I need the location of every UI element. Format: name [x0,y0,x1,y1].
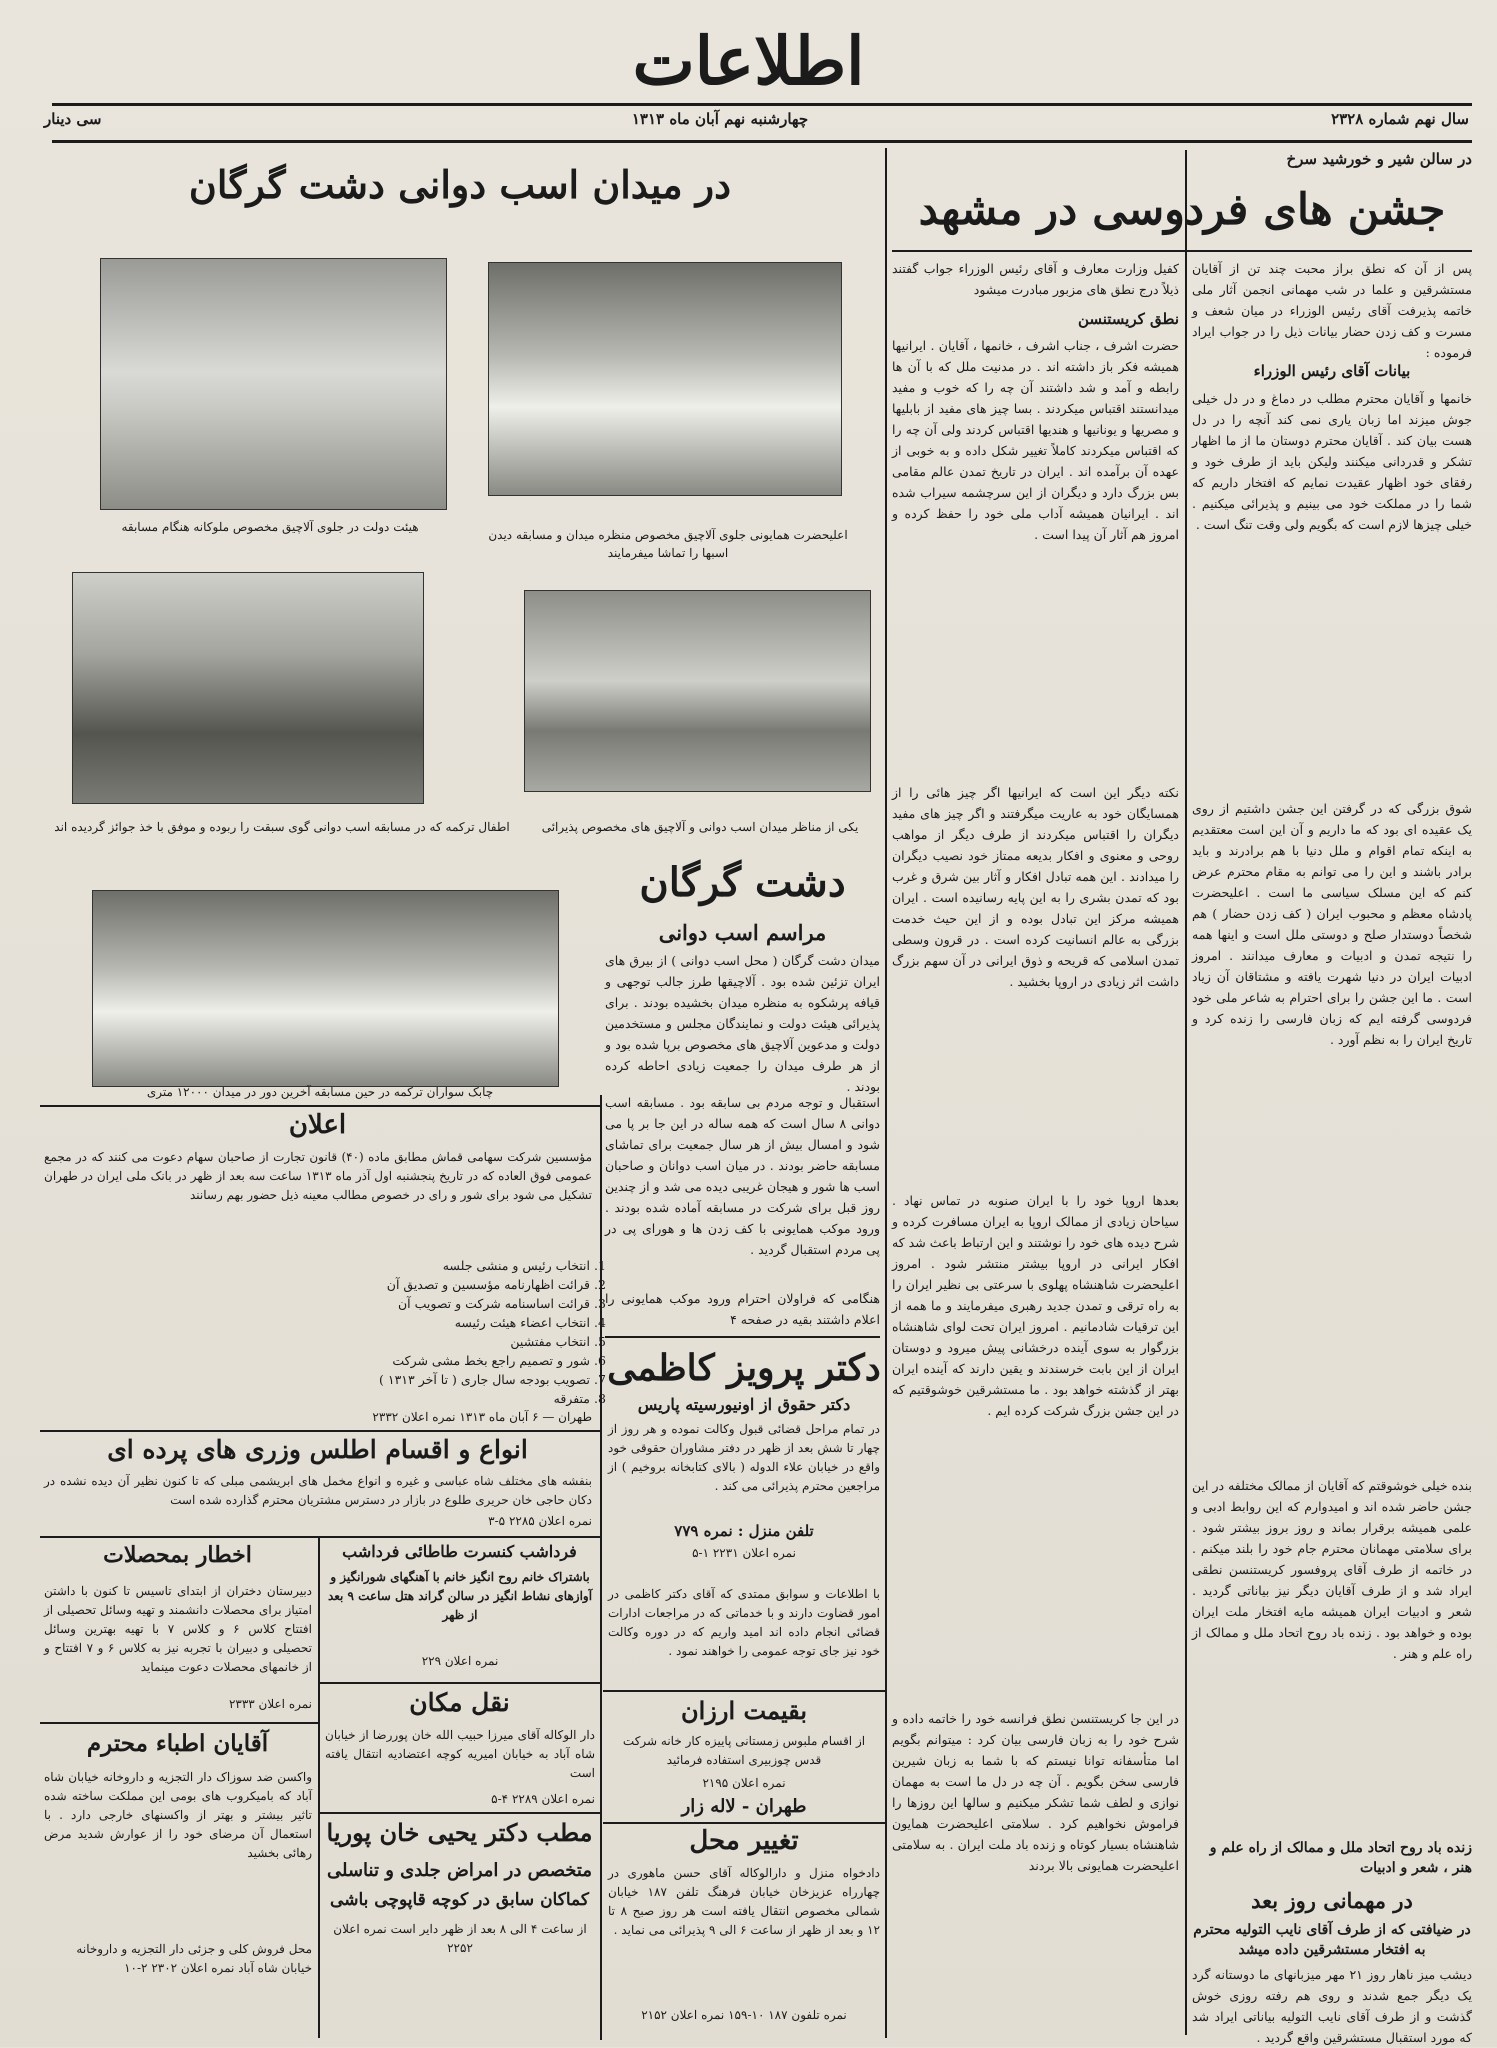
kazemi-body: در تمام مراحل قضائی قبول وکالت نموده و هر روز از چهار تا شش بعد از ظهر در دفتر مشاوران حقوقی خود واقع در خیابان علاء الدوله ( بالای کتابخانه بروخیم ) از مراجعین محترم پذیرائی می کند . [608,1422,880,1493]
kazemi-body-2: با اطلاعات و سوابق ممتدی که آقای دکتر کاظمی در امور قضاوت دارند و با خدماتی که در مراجعات ادارات قضائی انجام داده اند امید واریم که در دوره وکالت خود نیز جای توجه عمومی را خواهند نمود . [608,1587,880,1658]
gorgan-body-1: میدان دشت گرگان ( محل اسب دوانی ) از بیرق های ایران تزئین شده بود . آلاچیقها طرز جالب توجهی و قیافه پرشکوه به منظره میدان بخشیده بودند . برای پذیرائی هیئت دولت و نمایندگان مجلس و مستخدمین دولت و مدعوین آلاچیق های مخصوص برپا شده بود و از هر طرف میدان را جمعیت زیادی احاطه کرده بودند . [605,953,880,1094]
christensen-body-3: بعدها اروپا خود را با ایران صنوبه در تماس نهاد . سیاحان زیادی از ممالک اروپا به ایران مسافرت کرده و شرح دیده های خود را نوشتند و این ارتباط باعث شد که افکار ایرانی در اروپا بیشتر منتشر شود . امروز اعلیحضرت شاهنشاه پهلوی با سرعتی بی نظیر ایران را به راه ترقی و تمدن جدید رهبری میفرمایند و ما همه از این ترقیات شادمانیم . امروز ایران تحت لوای شاهنشاه بزرگوار به سوی آینده درخشانی پیش میرود و دوستان ایران از این بابت خرسندند و یقین دارند که آینده ایران بهتر از گذشته خواهد بود . ما مستشرقین خوشوقتیم که در این جشن بزرگ شرکت کرده ایم . [892,1193,1179,1418]
issue-price: سی دینار [44,110,102,128]
next-day-head: در مهمانی روز بعد [1251,1888,1413,1913]
kazemi-ref: نمره اعلان ۲۲۳۱ ۱-۵ [692,1546,796,1560]
section-rule [40,1722,318,1724]
ferdowsi-headline: جشن های فردوسی در مشهد [918,185,1446,235]
christensen-body-4: در این جا کریستنسن نطق فرانسه خود را خاتمه داده و شرح خود را به زبان فارسی بیان کرد : میتوانم بگویم اما متأسفانه توانا نیستم که با شما به زبان شیرین فارسی سخن بگویم . آن چه در دل ما است به مهمان نوازی و لطف شما تشکر میکنیم و سالها این روزها را فراموش نخواهیم کرد . سلامتی اعلیحضرت همایون شاهنشاه بسیار کوتاه و زنده باد ملت ایران . به سلامتی اعلیحضرت همایونی بالا بردند [892,1711,1179,1873]
agenda-item: 8. متفرقه [240,1389,590,1408]
kazemi-title: دکتر پرویز کاظمی [607,1347,881,1389]
section-rule [320,1682,600,1684]
khanpour-address: کماکان سابق در کوچه قاپوچی باشی [330,1890,589,1910]
next-day-sub: در ضیافتی که از طرف آقای نایب التولیه محترم به افتخار مستشرقین داده میشد [1193,1922,1471,1958]
concert-ref: نمره اعلان ۲۲۹ [421,1654,499,1668]
doctors-title: آقایان اطباء محترم [86,1730,269,1757]
issue-date: چهارشنبه نهم آبان ماه ۱۳۱۳ [631,110,809,128]
fabrics-title: انواع و اقسام اطلس وزری های پرده ای [107,1435,528,1464]
masthead-rule-bottom [52,140,1472,143]
moving-title: نقل مکان [409,1688,510,1717]
concert-title: فرداشب کنسرت طاطائی فرداشب [342,1542,577,1561]
doctors-ref: محل فروش کلی و جزئی دار التجزیه و داروخانه خیابان شاه آباد نمره اعلان ۲۳۰۲ ۲-۱۰ [76,1942,312,1975]
column-divider [600,1095,602,2040]
products-ref: نمره اعلان ۲۳۳۳ [228,1697,312,1711]
photo-king-pavilion [488,262,842,496]
moving-body: دار الوکاله آقای میرزا حبیب الله خان پوررضا از خیابان شاه آباد به خیابان امیریه کوچه اعتضادیه انتقال یافته است [325,1728,595,1780]
column-divider [318,1538,320,2038]
cheap-ref: نمره اعلان ۲۱۹۵ [702,1776,786,1790]
agenda-item: 5. انتخاب مفتشین [240,1332,590,1351]
products-title: اخطار بمحصلات [103,1542,252,1568]
ferdowsi-body-2: شوق بزرگی که در گرفتن این جشن داشتیم از روی یک عقیده ای بود که ما داریم و آن این است معتقدیم به اینکه تمام اقوام و ملل دنیا با هم برادرند و باید برادر باشند و این را می توانم به مقام محترم عرض کنم که این مسلک سیاسی ما است . اعلیحضرت پادشاه معظم و محبوب ایران ( کف زدن حضار ) هم شخصاً دوستدار صلح و دوستی ملل است و اینها همه را نتیجه تمدن و ادبیات و معارف میدانند . امروز ادبیات ایران در دنیا شهرت یافته و مشتاقان آن زیاد است . ما این جشن را برای احترام به شاعر ملی خود فردوسی گرفته ایم که زبان فارسی را زنده کرد و تاریخ ایران را به نظم آورد . [1192,801,1472,1047]
photo-caption: چابک سواران ترکمه در حین مسابقه آخرین دور در میدان ۱۲۰۰۰ متری [146,1085,494,1099]
section-rule [40,1430,600,1432]
agenda-item: 6. شور و تصمیم راجع بخط مشی شرکت [240,1351,590,1370]
kazemi-degree: دکتر حقوق از اونیورسیته پاریس [637,1395,851,1414]
agenda-item: 7. تصویب بودجه سال جاری ( تا آخر ۱۳۱۳ ) [240,1370,590,1389]
issue-number: سال نهم شماره ۲۳۲۸ [1331,110,1469,128]
concert-body: باشتراک خانم روح انگیز خانم با آهنگهای شورانگیز و آوازهای نشاط انگیز در سالن گراند هتل ساعت ۹ بعد از ظهر [327,1570,593,1622]
cheap-body: از اقسام ملبوس زمستانی پاییزه کار خانه شرکت قدس چوزبیری استفاده فرمائید [622,1734,866,1767]
moving-ref: نمره اعلان ۲۲۸۹ ۴-۵ [491,1792,595,1806]
photo-caption: یکی از مناظر میدان اسب دوانی و آلاچیق های مخصوص پذیرائی [541,820,859,834]
relocate-body: دادخواه منزل و دارالوکاله آقای حسن ماهوری در چهارراه عزیزخان خیابان فرهنگ تلفن ۱۸۷ خیابان شمالی مخصوص انتقال یافته است هر روز صبح ۸ تا ۱۲ و بعد از ظهر از ساعت ۶ الی ۹ پذیرائی می نماید . [608,1866,880,1937]
gorgan-body-2: استقبال و توجه مردم بی سابقه بود . مسابقه اسب دوانی ۸ سال است که همه ساله در این جا بر پا می شود و امسال بیش از هر سال جمعیت برای تماشای مسابقه حاضر بودند . در میان اسب دوانان و صاحبان اسب ها شور و هیجان غریبی دیده می شد و از چندین روز قبل برای شرکت در مسابقه آماده شده بودند . ورود موکب همایونی با کف زدن ها و هورای پی در پی مردم استقبال گردید . [605,1095,880,1257]
relocate-ref: نمره تلفون ۱۸۷ ۱۰-۱۵۹ نمره اعلان ۲۱۵۲ [641,2008,847,2022]
christensen-subhead: نطق کریستنسن [1077,310,1179,328]
section-rule [603,1822,885,1824]
ferdowsi-body-1: خانمها و آقایان محترم مطلب در دماغ و در دل خیلی جوش میزند اما زبان یاری نمی کند آنچه را در دل هست بیان کند . آقایان محترم دوستان ما از ما اظهار تشکر و قدردانی میکنند ولیکن باید از طرف خود و رفقای خود اظهار عقیدت نمایم که افتخار داریم که شما را در مملکت خود می بینیم و پذیرائی میکنیم . خیلی چیزها لازم است که بگویم ولی وقت تنگ است . [1192,391,1472,532]
khanpour-title: مطب دکتر یحیی خان پوریا [326,1818,593,1847]
notice-footer: طهران — ۶ آبان ماه ۱۳۱۳ نمره اعلان ۲۳۳۲ [372,1410,592,1424]
gorgan-subtitle: مراسم اسب دوانی [658,920,827,945]
column-divider [885,148,887,2038]
notice-title: اعلان [288,1110,347,1140]
photo-caption: اعلیحضرت همایونی جلوی آلاچیق مخصوص منظره میدان و مسابقه دیدن اسبها را تماشا میفرمایند [488,528,848,560]
photo-horsemen [92,890,559,1087]
relocate-title: تغییر محل [689,1826,799,1856]
products-body: دبیرستان دختران از ابتدای تاسیس تا کنون با داشتن امتیاز برای محصلات دانشمند و تهیه وسائل تحصیلی از افتتاح کلاس ۶ و کلاس ۷ با تهیه بهترین وسائل تحصیلی و دبیران با تجربه نیز به کلاس ۶ و ۷ افتتاح و از خانمهای محصلات دعوت مینماید [44,1584,312,1674]
christensen-lead: کفیل وزارت معارف و آقای رئیس الوزراء جواب گفتند ذیلاً درج نطق های مزبور مبادرت میشود [892,261,1179,297]
cheap-place: طهران - لاله زار [681,1796,807,1817]
ferdowsi-kicker: در سالن شیر و خورشید سرخ [1286,150,1472,168]
section-rule [605,1336,880,1338]
ferdowsi-intro: پس از آن که نطق براز محبت چند تن از آقایان مستشرقین و علما در شب مهمانی انجمن آثار ملی خاتمه پذیرفت آقای رئیس الوزراء در میان شعف و مسرت و کف زدن حضار بیانات ذیل را در جواب ایراد فرموده : [1192,261,1472,360]
fabrics-body: بنفشه های مختلف شاه عباسی و غیره و انواع مخمل های ابریشمی مبلی که تا کنون نظیر آن دیده نشده در دکان حاجی خان حریری طلوع در بازار در دسترس مشتریان محترم گذارده شده است [44,1474,592,1507]
photo-racecourse [524,590,871,792]
masthead-title: اطلاعات [632,22,865,100]
agenda-item: 1. انتخاب رئیس و منشی جلسه [240,1256,590,1275]
khanpour-ref: از ساعت ۴ الی ۸ بعد از ظهر دایر است نمره اعلان ۲۲۵۲ [333,1922,587,1955]
khanpour-specialty: متخصص در امراض جلدی و تناسلی [326,1860,593,1881]
masthead-rule-top [52,103,1472,106]
photo-cabinet [100,258,447,510]
agenda-item: 3. قرائت اساسنامه شرکت و تصویب آن [240,1294,590,1313]
photo-caption: اطفال ترکمه که در مسابقه اسب دوانی گوی سبقت را ربوده و موفق با خذ جوائز گردیده اند [54,820,510,834]
christensen-body-2: نکته دیگر این است که ایرانیها اگر چیز هائی را از همسایگان خود به عاریت میگرفتند و اگر چیز های مفید دیگران را اقتباس میکردند از طرف دیگر از مواهب روحی و معنوی و افکار بدیعه ممتاز خود نصیب دیگران را میدادند . این همه تبادل افکار و آثار بین شرق و غرب بود که تمدن بشری را به این پایه رسانیده است . ایران همیشه مرکز این تبادل بوده و از این حیث خدمت بزرگی به عالم انسانیت کرده است . در قرون وسطی تمدن اسلامی که قریحه و ذوق ایرانی در آن سهم بزرگ داشت اثر زیادی در اروپا بخشید . [892,785,1179,989]
ferdowsi-body-3: بنده خیلی خوشوقتم که آقایان از ممالک مختلفه در این جشن حاضر شده اند و امیدوارم که این روابط ادبی و علمی همیشه برقرار بماند و روز بروز بیشتر شود . برای سلامتی مهمانان محترم جام خود را بلند میکنم . در خاتمه از طرف آقای پروفسور کریستنسن نطقی ایراد شد و از طرف آقایان دیگر نیز بیاناتی گردید . شعر و ادبیات ایران همیشه مایه افتخار ملت ایران بوده و خواهد بود . زنده باد روح اتحاد ملل و ممالک از راه علم و هنر . [1192,1478,1472,1661]
section-rule [320,1812,600,1814]
christensen-body-1: حضرت اشرف ، جناب اشرف ، خانمها ، آقایان . ایرانیها همیشه فکر باز داشته اند . در مدنیت ملل که با آن ها رابطه و آمد و شد داشتند آن چه را که خوب و مفید میدانستند اقتباس میکردند . بسا چیز های مفید از بابلیها و مصریها و یونانیها و هندیها اقتباس کردند ولی آن چه را که اقتباس میکردند کاملاً تغییر شکل داده و به خوبی از عهده آن برآمده اند . ایران در تاریخ تمدن عالم مقامی بس بزرگ دارد و دیگران از این سرچشمه سیراب شده اند . ایرانیان همیشه آداب ملی خود را حفظ کرده و امروز هم آثار آن پیدا است . [892,338,1179,542]
gorgan-title: دشت گرگان [639,859,846,906]
ferdowsi-slogan: زنده باد روح اتحاد ملل و ممالک از راه علم و هنر ، شعر و ادبیات [1209,1840,1472,1876]
cheap-title: بقیمت ارزان [681,1696,807,1725]
fabrics-ref: نمره اعلان ۲۲۸۵ ۵-۳ [488,1514,592,1528]
notice-agenda [240,1256,610,1408]
next-day-body: دیشب میز ناهار روز ۲۱ مهر میزبانهای ما دوستانه گرد یک دیگر جمع شدند و روی هم رفته روزی خوش گذشت و از طرف آقای نایب التولیه بیاناتی ایراد شد که مورد استقبال مستشرقین واقع گردید . [1192,1967,1473,2045]
section-rule [603,1690,885,1692]
section-rule [40,1536,600,1538]
notice-intro: مؤسسین شرکت سهامی قماش مطابق ماده (۴۰) قانون تجارت از صاحبان سهام دعوت می کنند که در مجمع عمومی فوق العاده که در تاریخ پنجشنبه اول آذر ماه ۱۳۱۳ ساعت سه بعد از ظهر در بانک ملی ایران در طهران تشکیل می شود برای شور و رای در خصوص مطالب معینه ذیل حضور بهم رسانند [44,1150,592,1202]
agenda-item: 2. قرائت اظهارنامه مؤسسین و تصدیق آن [240,1275,590,1294]
photo-children [72,572,424,804]
headline-rule [892,250,1472,252]
column-divider [1185,150,1187,2035]
gorgan-ending: هنگامی که فراولان احترام ورود موکب همایونی را اعلام داشتند بقیه در صفحه ۴ [605,1291,880,1327]
ferdowsi-subhead: بیانات آقای رئیس الوزراء [1253,362,1411,380]
kazemi-phone: تلفن منزل : نمره ۷۷۹ [674,1522,814,1540]
doctors-body: واکسن ضد سوزاک دار التجزیه و داروخانه خیابان شاه آباد که بامیکروب های بومی این مملکت ساخته شده تاثیر بیشتر و بهتر از واکسنهای خارجی دارد . با استعمال آن مرضای خود را از عوارش شدید مرض رهائی بخشید [44,1770,312,1860]
gorgan-headline: در میدان اسب دوانی دشت گرگان [188,162,732,207]
section-rule [40,1105,600,1107]
agenda-item: 4. انتخاب اعضاء هیئت رئیسه [240,1313,590,1332]
photo-caption: هیئت دولت در جلوی آلاچیق مخصوص ملوکانه هنگام مسابقه [121,520,419,534]
